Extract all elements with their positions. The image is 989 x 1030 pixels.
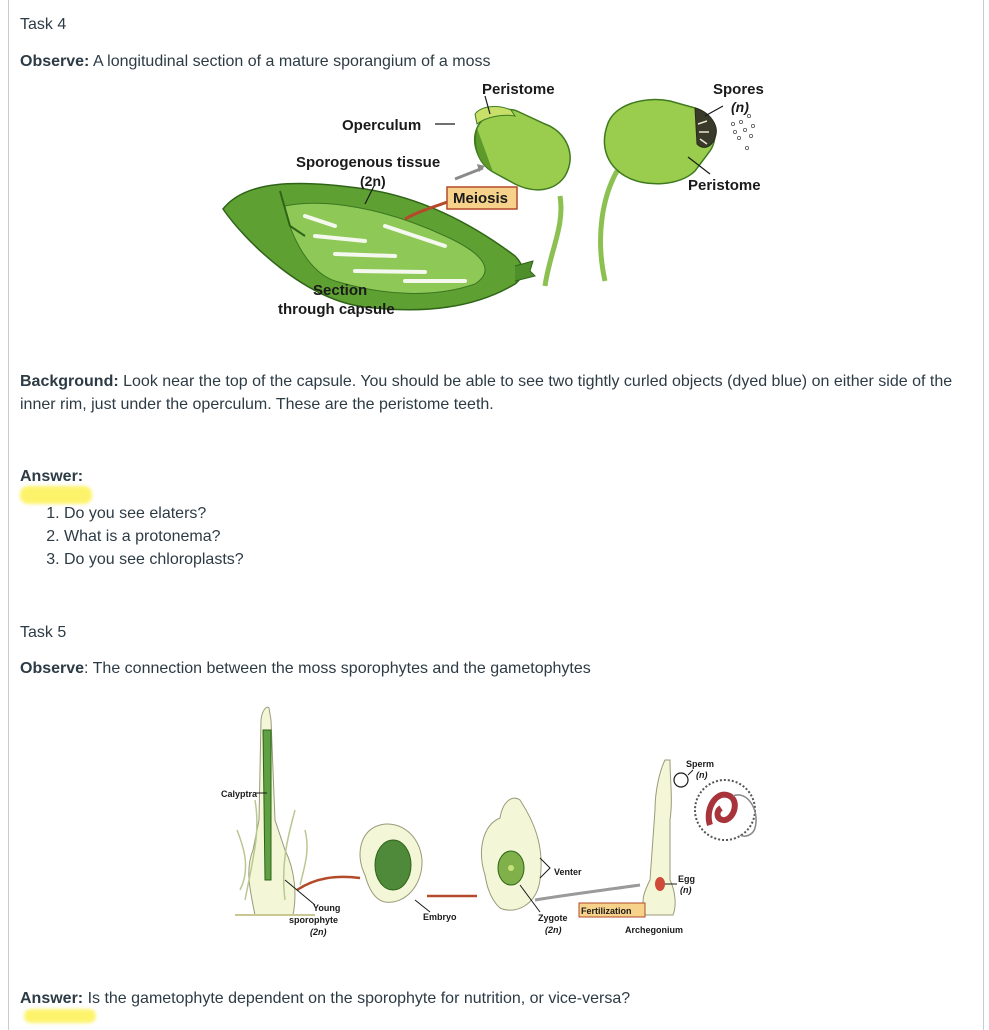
archegonium-illustration — [643, 760, 675, 915]
question-item: 1. Do you see elaters? — [64, 502, 244, 525]
label-young: Young — [313, 903, 341, 913]
task4-observe — [20, 50, 491, 73]
task5-answer-text: Is the gametophyte dependent on the sporophyte for nutrition, or vice-versa? — [83, 990, 631, 1007]
task4-answer-label: Answer: — [20, 468, 84, 485]
label-sporophyte: sporophyte — [289, 915, 339, 925]
label-zygote: Zygote — [538, 913, 568, 923]
task4-observe-text: A longitudinal section of a mature sporangium of a moss — [89, 53, 491, 70]
label-sperm: Sperm — [686, 759, 715, 769]
label-spores: Spores — [713, 81, 764, 98]
label-archegonium: Archegonium — [625, 925, 684, 935]
label-section-line2: through capsule — [278, 301, 395, 318]
label-sporophyte-ploidy: (2n) — [310, 927, 327, 937]
label-meiosis: Meiosis — [453, 190, 509, 207]
task4-title: Task 4 — [20, 16, 67, 33]
task4-background-label: Background: — [20, 373, 119, 390]
task5-observe — [20, 657, 591, 680]
task4-question-list — [20, 502, 244, 571]
label-operculum: Operculum — [342, 117, 422, 134]
label-sporogenous-tissue: Sporogenous tissue — [296, 154, 441, 171]
task4-background — [20, 370, 965, 416]
moss-sporangium-figure — [215, 76, 785, 324]
label-fertilization: Fertilization — [581, 906, 632, 916]
label-embryo: Embryo — [423, 912, 457, 922]
task4-observe-label: Observe: — [20, 53, 90, 70]
answer-highlight-2 — [24, 1009, 96, 1023]
label-sporogenous-ploidy: (2n) — [360, 173, 386, 189]
label-egg-ploidy: (n) — [680, 885, 692, 895]
sperm-illustration — [674, 773, 756, 840]
task5-observe-label: Observe — [20, 660, 85, 677]
label-section-line1: Section — [313, 282, 368, 299]
question-item: 2. What is a protonema? — [64, 525, 244, 548]
label-spores-ploidy: (n) — [731, 99, 749, 115]
label-calyptra: Calyptra — [221, 789, 258, 799]
venter-illustration — [481, 798, 541, 910]
label-zygote-ploidy: (2n) — [545, 925, 562, 935]
task5-answer-label: Answer: — [20, 990, 84, 1007]
label-peristome-top: Peristome — [482, 81, 555, 98]
task5-title: Task 5 — [20, 624, 67, 641]
label-egg: Egg — [678, 874, 695, 884]
task4-background-text: Look near the top of the capsule. You should be able to see two tightly curled objects (dyed blue) on either side of the inner rim, just under the operculum. These are the peristome teeth. — [20, 373, 953, 413]
label-sperm-ploidy: (n) — [696, 770, 708, 780]
moss-life-cycle-figure — [215, 700, 790, 945]
label-venter: Venter — [554, 867, 582, 877]
embryo-illustration — [360, 824, 422, 902]
task5-observe-text: : The connection between the moss sporophytes and the gametophytes — [84, 660, 591, 677]
question-item: 3. Do you see chloroplasts? — [64, 548, 244, 571]
young-sporophyte-illustration — [235, 707, 315, 915]
label-peristome-right: Peristome — [688, 177, 761, 194]
task5-answer — [20, 987, 630, 1010]
